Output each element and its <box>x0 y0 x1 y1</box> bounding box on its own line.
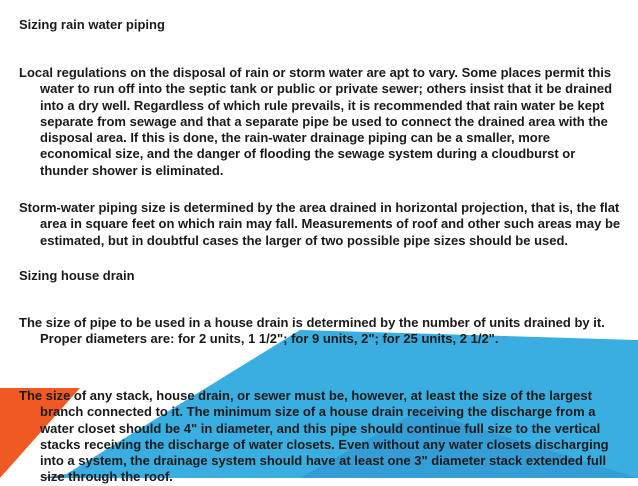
paragraph-house-drain-pipe-size: The size of pipe to be used in a house drain is determined by the number of units drained by it. Proper diameters are: for 2 units, 1 1/2"; for 9 units, 2"; for 25 units, 2 1/2". <box>19 315 605 347</box>
heading-sizing-rain-water-piping: Sizing rain water piping <box>19 17 165 32</box>
paragraph-stack-minimum-size: The size of any stack, house drain, or sewer must be, however, at least the size of the largest branch connected to it. The minimum size of a house drain receiving the discharge from a water closet should be 4" in diameter, and this pipe should continue full size to the vertical stacks receiving the discharge of water closets. Even without any water closets discharging into a system, the drainage system should have at least one 3" diameter stack extended full size through the roof. <box>19 388 609 485</box>
paragraph-storm-water-piping-size: Storm-water piping size is determined by the area drained in horizontal projection, that is, the flat area in square feet on which rain may fall. Measurements of roof and other such areas may be estimated, but in doubtful cases the larger of two possible pipe sizes should be used. <box>19 200 621 248</box>
heading-sizing-house-drain: Sizing house drain <box>19 268 135 283</box>
paragraph-local-regulations: Local regulations on the disposal of rain or storm water are apt to vary. Some places permit this water to run off into the septic tank or public or private sewer; others insist that it be drained into a dry well. Regardless of which rule prevails, it is recommended that rain water be kept separate from sewage and that a separate pipe be used to connect the drained area with the disposal area. If this is done, the rain-water drainage piping can be a smaller, more economical size, and the danger of flooding the sewage system during a cloudburst or thunder shower is eliminated. <box>19 65 613 178</box>
